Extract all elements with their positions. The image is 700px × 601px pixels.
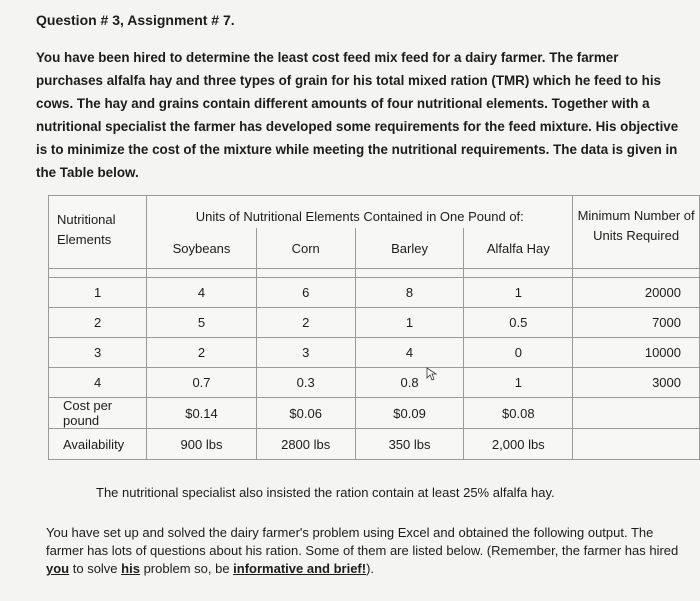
question-title: Question # 3, Assignment # 7. <box>36 12 235 28</box>
col-header-barley: Barley <box>355 228 464 269</box>
cost-cell: $0.14 <box>147 398 256 429</box>
availability-row <box>49 429 700 460</box>
mouse-cursor-icon <box>426 367 438 381</box>
value-cell: 0.7 <box>147 368 256 398</box>
element-cell: 2 <box>49 308 147 338</box>
availability-cell: 2,000 lbs <box>464 429 573 460</box>
value-cell: 2 <box>256 308 355 338</box>
emphasis-you: you <box>46 561 70 576</box>
emphasis-his: his <box>121 561 140 576</box>
cost-cell: $0.08 <box>464 398 573 429</box>
value-cell: 3 <box>256 338 355 368</box>
availability-label: Availability <box>49 429 147 460</box>
col-header-soybeans: Soybeans <box>147 228 256 269</box>
header-nutritional-elements: Nutritional Elements <box>49 196 147 269</box>
cost-cell: $0.06 <box>256 398 355 429</box>
instructions-paragraph: You have set up and solved the dairy farmer's problem using Excel and obtained the following output. The farmer has lots of questions about his ration. Some of them are listed below. (Remember, the farmer has hired you to solve his problem so, be informative and brief!). <box>46 525 679 576</box>
emphasis-informative: informative and brief! <box>233 561 367 576</box>
value-cell: 0 <box>464 338 573 368</box>
table-row <box>49 278 700 308</box>
col-header-corn: Corn <box>256 228 355 269</box>
table-row <box>49 308 700 338</box>
col-header-alfalfa: Alfalfa Hay <box>464 228 573 269</box>
element-cell: 4 <box>49 368 147 398</box>
value-cell: 6 <box>256 278 355 308</box>
value-cell: 1 <box>355 308 464 338</box>
value-cell: 4 <box>147 278 256 308</box>
value-cell: 0.5 <box>464 308 573 338</box>
header-minimum: Minimum Number of Units Required <box>573 196 700 269</box>
spacer-row <box>49 269 700 278</box>
cost-cell: $0.09 <box>355 398 464 429</box>
value-cell: 1 <box>464 368 573 398</box>
availability-cell: 900 lbs <box>147 429 256 460</box>
value-cell: 8 <box>355 278 464 308</box>
value-cell: 5 <box>147 308 256 338</box>
cost-label: Cost per pound <box>49 398 147 429</box>
specialist-note: The nutritional specialist also insisted the ration contain at least 25% alfalfa hay. <box>96 485 555 500</box>
element-cell: 3 <box>49 338 147 368</box>
availability-cell: 350 lbs <box>355 429 464 460</box>
min-cell: 3000 <box>573 368 700 398</box>
value-cell: 1 <box>464 278 573 308</box>
min-cell: 10000 <box>573 338 700 368</box>
value-cell: 0.3 <box>256 368 355 398</box>
value-cell: 4 <box>355 338 464 368</box>
availability-cell: 2800 lbs <box>256 429 355 460</box>
value-cell: 2 <box>147 338 256 368</box>
table-row <box>49 338 700 368</box>
intro-paragraph: You have been hired to determine the least cost feed mix feed for a dairy farmer. The farmer purchases alfalfa hay and three types of grain for his total mixed ration (TMR) which he feed to his cows. The hay and grains contain different amounts of four nutritional elements. Together with a nutritional specialist the farmer has developed some requirements for the feed mixture. His objective is to minimize the cost of the mixture while meeting the nutritional requirements. The data is given in the Table below. <box>36 50 679 180</box>
header-units: Units of Nutritional Elements Contained in One Pound of: <box>147 196 573 229</box>
cost-row <box>49 398 700 429</box>
nutrition-table <box>48 195 700 460</box>
min-cell: 7000 <box>573 308 700 338</box>
table-row <box>49 368 700 398</box>
element-cell: 1 <box>49 278 147 308</box>
value-cell: 0.8 <box>355 368 464 398</box>
min-cell: 20000 <box>573 278 700 308</box>
